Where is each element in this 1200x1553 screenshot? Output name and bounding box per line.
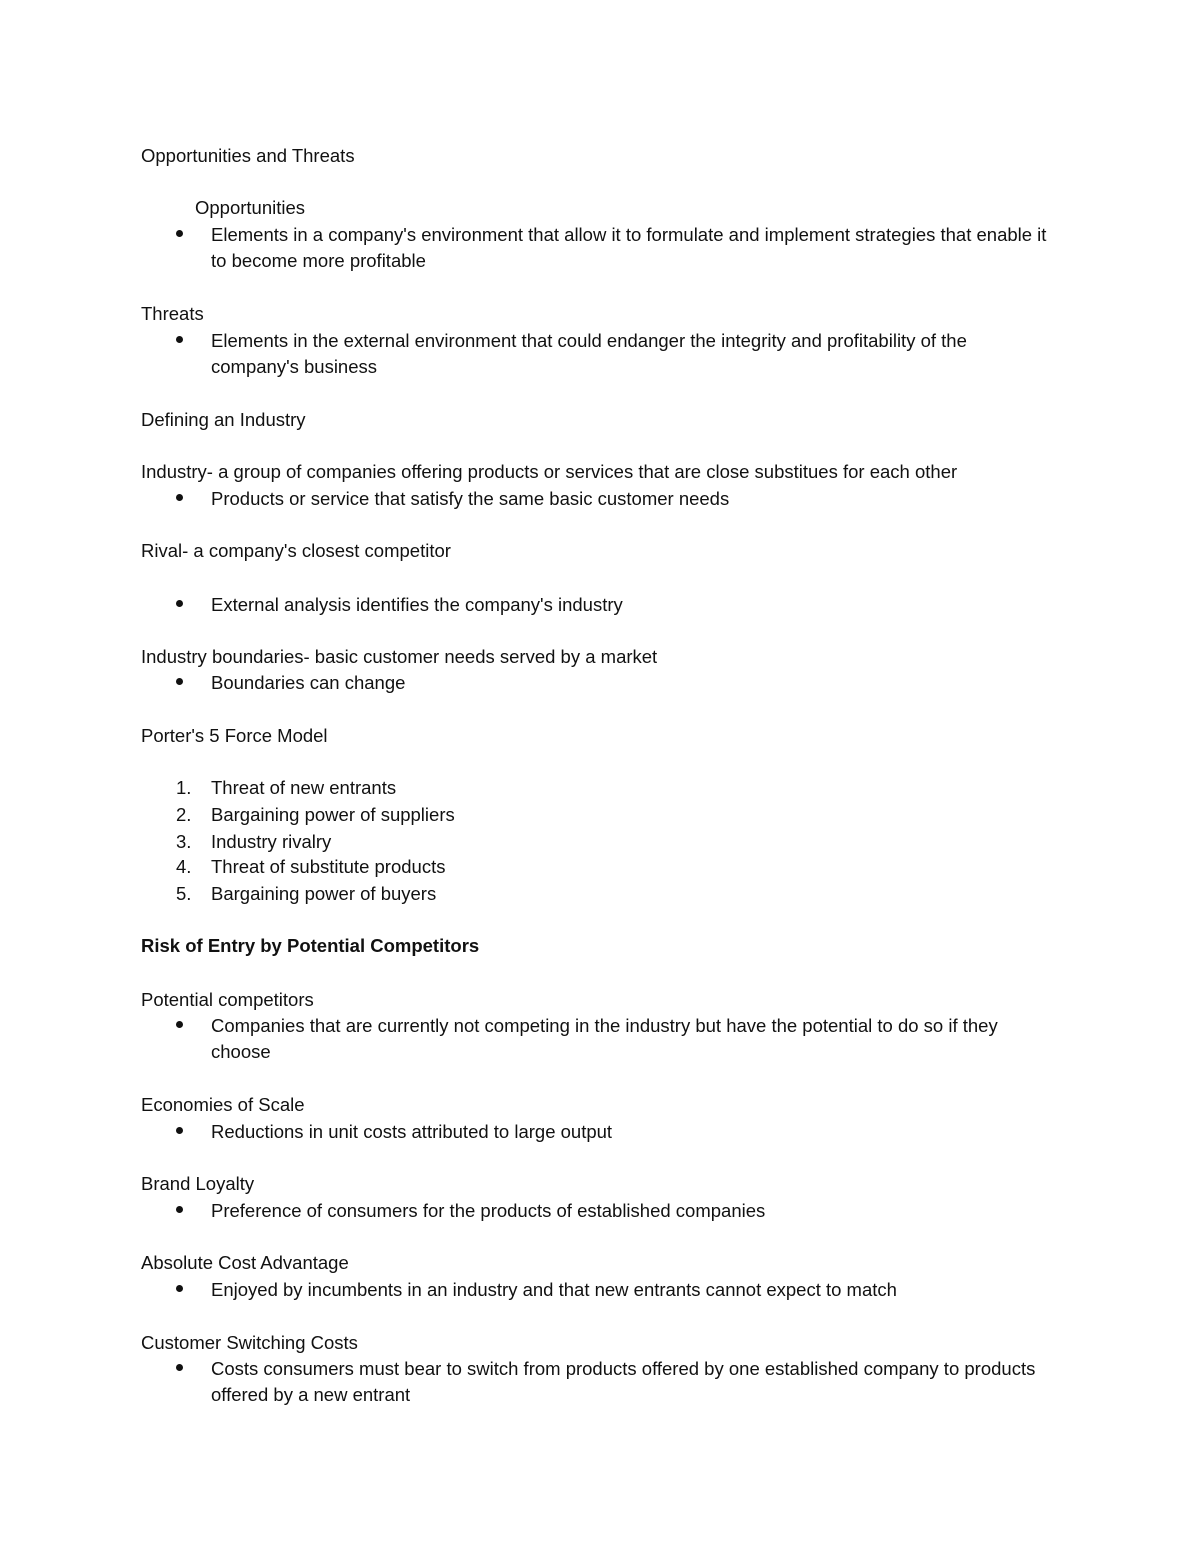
bullet-icon bbox=[176, 1364, 183, 1371]
section-title-risk-of-entry: Risk of Entry by Potential Competitors bbox=[141, 935, 480, 956]
bullet-icon bbox=[176, 1285, 183, 1292]
section-title-opportunities-threats: Opportunities and Threats bbox=[141, 145, 355, 166]
industry-definition-bullet: Products or service that satisfy the same basic customer needs bbox=[211, 488, 730, 509]
opportunities-description: Elements in a company's environment that allow it to formulate and implement strategies that enable it to become more profitable bbox=[211, 224, 1047, 271]
economies-of-scale-bullet: Reductions in unit costs attributed to large output bbox=[211, 1121, 613, 1142]
heading-potential-competitors: Potential competitors bbox=[141, 989, 314, 1010]
heading-economies-of-scale: Economies of Scale bbox=[141, 1094, 305, 1115]
industry-boundaries: Industry boundaries- basic customer needs served by a market bbox=[141, 646, 658, 667]
boundaries-bullet: Boundaries can change bbox=[211, 672, 406, 693]
heading-absolute-cost-advantage: Absolute Cost Advantage bbox=[141, 1252, 349, 1273]
porter-item-2: Bargaining power of suppliers bbox=[211, 804, 455, 825]
porter-item-3: Industry rivalry bbox=[211, 831, 332, 852]
bullet-icon bbox=[176, 1021, 183, 1028]
rival-definition: Rival- a company's closest competitor bbox=[141, 540, 451, 561]
bullet-icon bbox=[176, 230, 183, 237]
absolute-cost-advantage-bullet: Enjoyed by incumbents in an industry and that new entrants cannot expect to match bbox=[211, 1279, 897, 1300]
bullet-icon bbox=[176, 1206, 183, 1213]
list-number: 2. bbox=[176, 804, 192, 825]
porter-item-1: Threat of new entrants bbox=[211, 777, 397, 798]
list-number: 1. bbox=[176, 777, 192, 798]
list-number: 4. bbox=[176, 856, 192, 877]
potential-competitors-bullet: Companies that are currently not competing in the industry but have the potential to do so if they choose bbox=[211, 1015, 998, 1062]
heading-customer-switching-costs: Customer Switching Costs bbox=[141, 1332, 358, 1353]
heading-opportunities: Opportunities bbox=[195, 197, 306, 218]
heading-threats: Threats bbox=[141, 303, 204, 324]
section-title-defining-industry: Defining an Industry bbox=[141, 409, 306, 430]
porter-item-4: Threat of substitute products bbox=[211, 856, 446, 877]
brand-loyalty-bullet: Preference of consumers for the products of established companies bbox=[211, 1200, 766, 1221]
bullet-icon bbox=[176, 600, 183, 607]
list-number: 5. bbox=[176, 883, 192, 904]
heading-brand-loyalty: Brand Loyalty bbox=[141, 1173, 255, 1194]
bullet-icon bbox=[176, 336, 183, 343]
section-title-porter: Porter's 5 Force Model bbox=[141, 725, 328, 746]
industry-definition: Industry- a group of companies offering products or services that are close substitues for each other bbox=[141, 461, 958, 482]
customer-switching-costs-bullet: Costs consumers must bear to switch from products offered by one established company to products offered by a new entrant bbox=[211, 1358, 1036, 1405]
rival-bullet: External analysis identifies the company's industry bbox=[211, 594, 623, 615]
bullet-icon bbox=[176, 1127, 183, 1134]
threats-description: Elements in the external environment that could endanger the integrity and profitability of the company's business bbox=[211, 330, 967, 377]
list-number: 3. bbox=[176, 831, 192, 852]
bullet-icon bbox=[176, 494, 183, 501]
porter-item-5: Bargaining power of buyers bbox=[211, 883, 437, 904]
bullet-icon bbox=[176, 678, 183, 685]
